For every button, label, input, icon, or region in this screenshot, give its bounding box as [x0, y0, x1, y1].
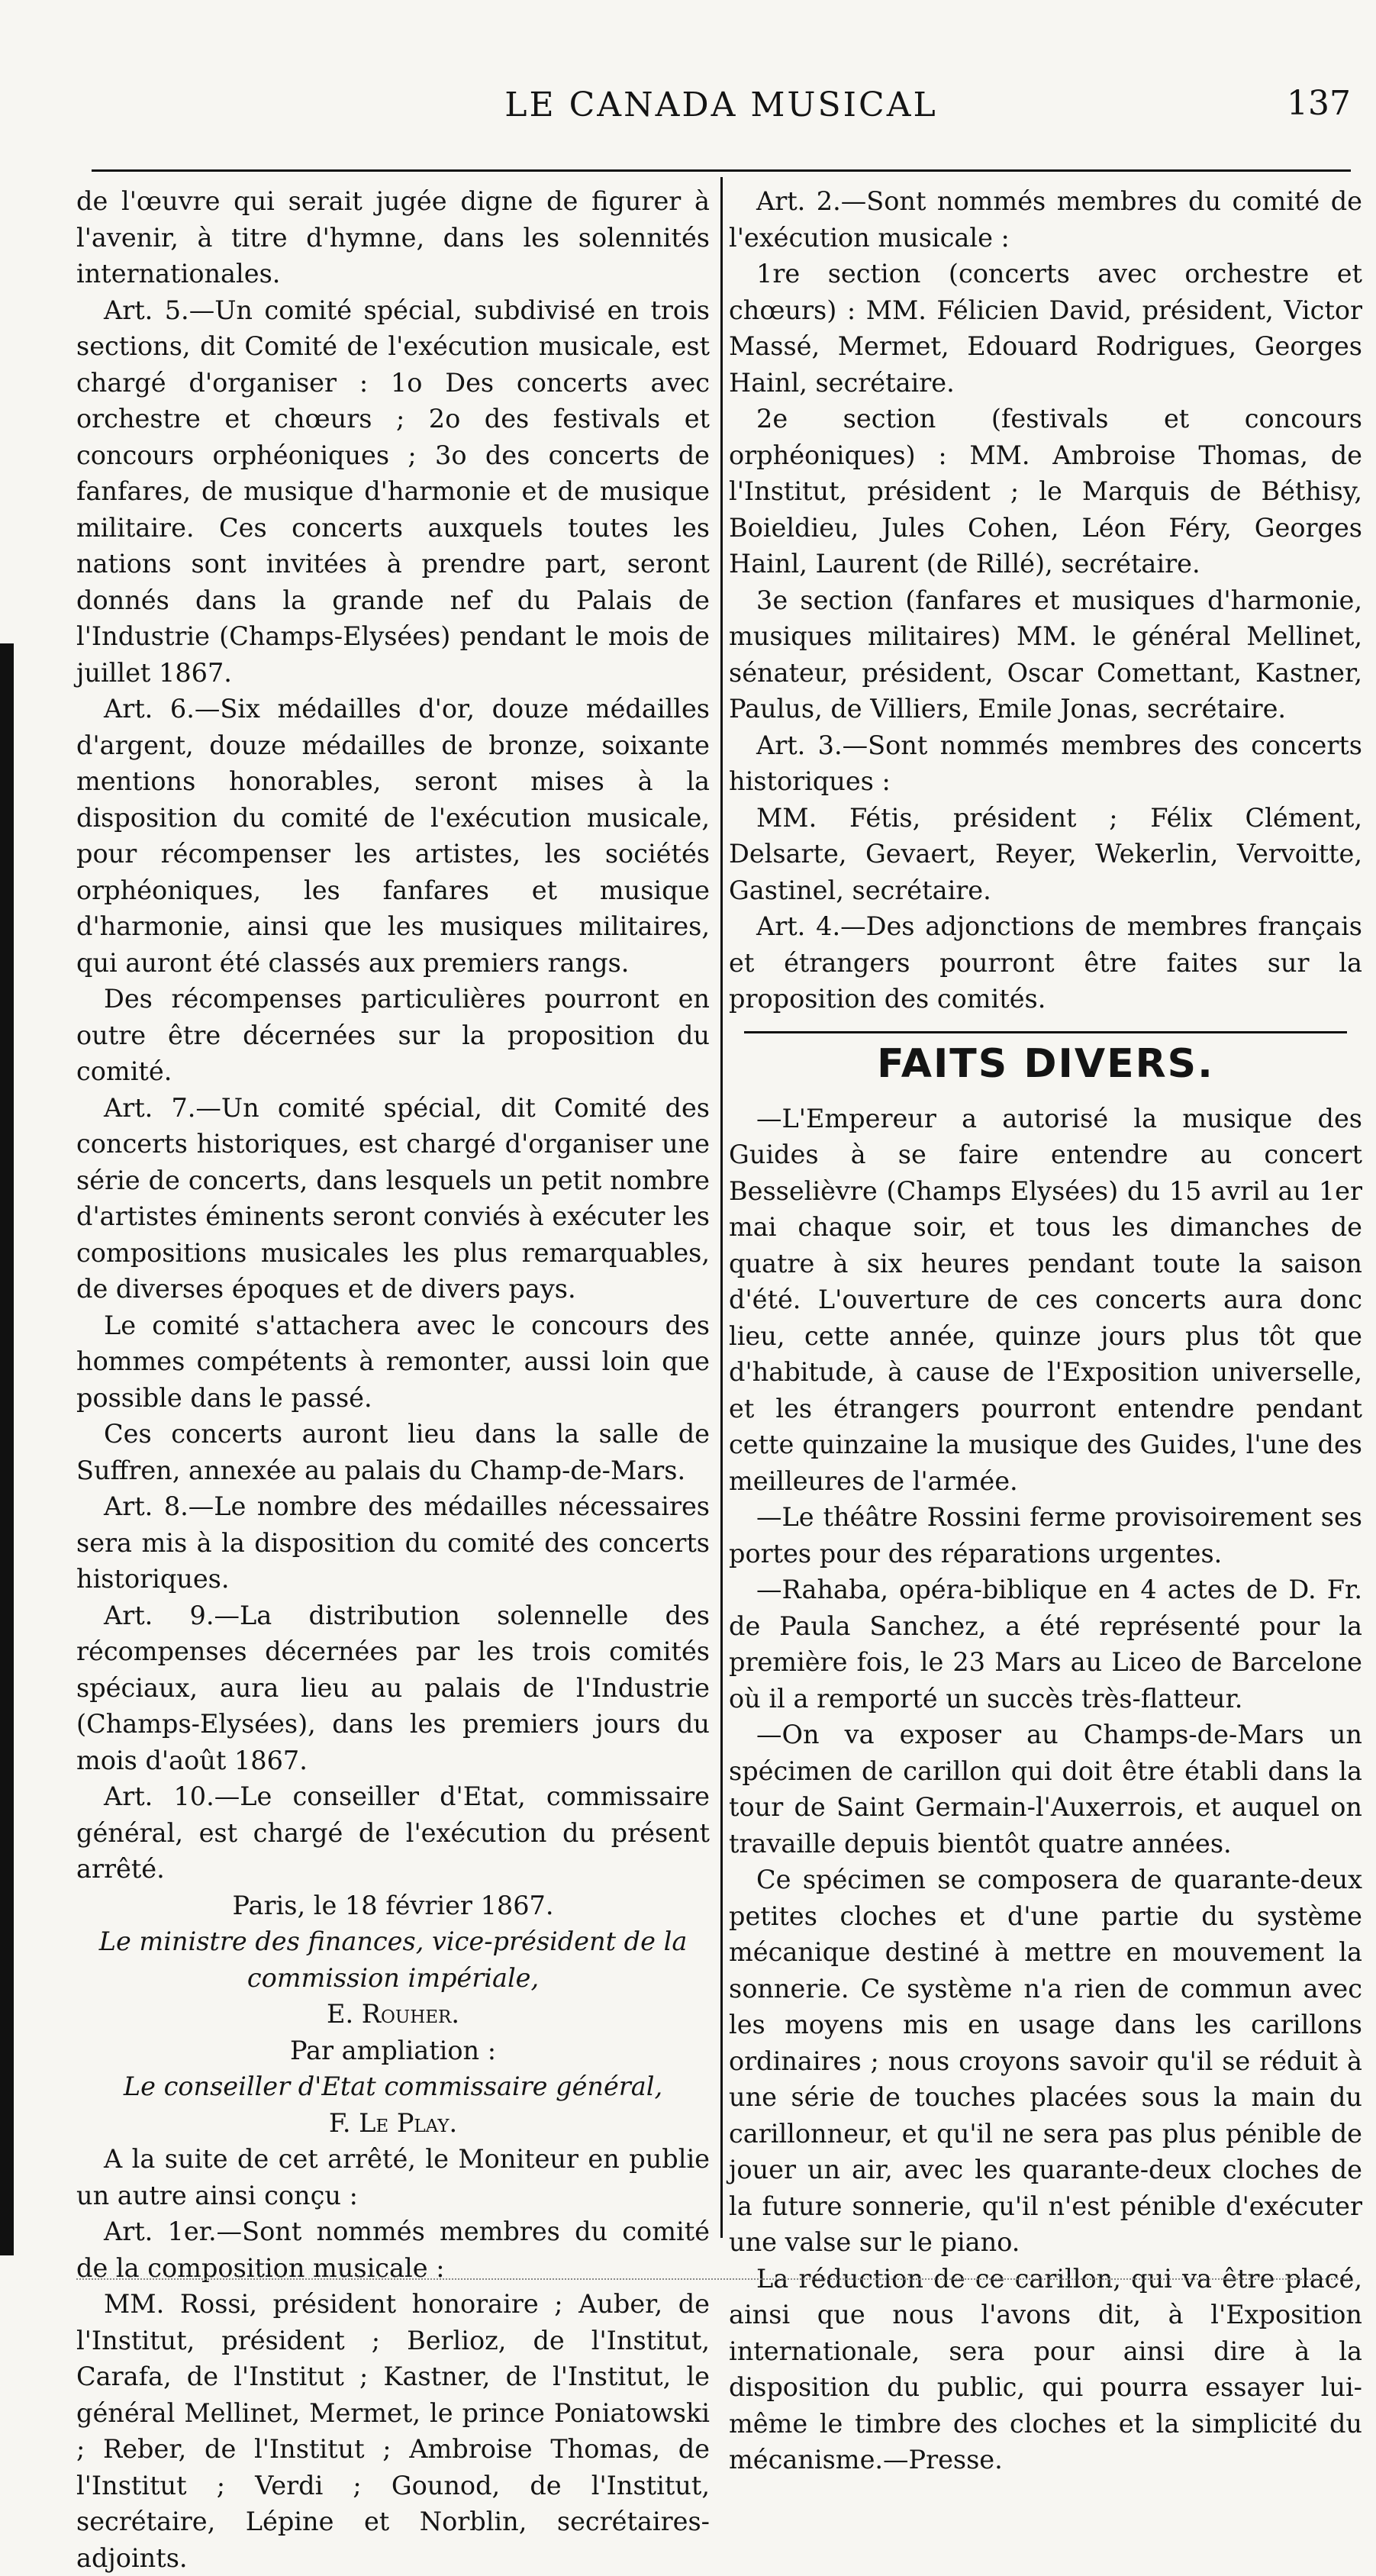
minister-title: Le ministre des finances, vice-président de la commission impériale,: [98, 1926, 688, 1993]
section-1: 1re section (concerts avec orchestre et chœurs) : MM. Félicien David, président, Victor Massé, Mermet, Edouard Rodrigues, Georges Hainl, secrétaire.: [729, 259, 1362, 398]
section-3: 3e section (fanfares et musiques d'harmonie, musiques militaires) MM. le général Mellinet, sénateur, président, Oscar Comettant, Kastner, Paulus, de Villiers, Emile Jonas, secrétaire.: [729, 585, 1362, 724]
news-guides-music: —L'Empereur a autorisé la musique des Guides à se faire entendre au concert Besselièvre (Champs Elysées) du 15 avril au 1er mai chaque soir, et tous les dimanches de quatre à six heures pendant toute la saison d'été. L'ouverture de ces concerts aura donc lieu, cette année, quinze jours plus tôt que d'habitude, à cause de l'Exposition universelle, et les étrangers pourront entendre pendant cette quinzaine la musique des Guides, l'une des meilleures de l'armée.: [729, 1103, 1362, 1496]
article-4: Art. 4.—Des adjonctions de membres français et étrangers pourront être faites sur la proposition des comités.: [729, 911, 1362, 1014]
composition-committee-members: MM. Rossi, président honoraire ; Auber, de l'Institut, président ; Berlioz, de l'Institut, Carafa, de l'Institut ; Kastner, de l'Institut, le général Mellinet, Mermet, le prince Poniatowski ; Reber, de l'Institut ; Ambroise Thomas, de l'Institut ; Verdi ; Gounod, de l'Institut, secrétaire, Lépine et Norblin, secrétaires-adjoints.: [76, 2289, 710, 2573]
bleed-through-rule: [76, 2278, 1351, 2280]
page-number: 137: [1287, 84, 1351, 123]
section-rule: [744, 1031, 1347, 1033]
signature-le-play: F. Le Play.: [328, 2107, 458, 2138]
second-decree-intro: A la suite de cet arrêté, le Moniteur en publie un autre ainsi conçu :: [76, 2144, 710, 2210]
header-rule: [92, 169, 1351, 172]
commissioner-title: Le conseiller d'Etat commissaire général,: [123, 2071, 663, 2101]
article-3: Art. 3.—Sont nommés membres des concerts historiques :: [729, 730, 1362, 796]
scan-margin-bar: [0, 643, 14, 2255]
news-rossini-theatre: —Le théâtre Rossini ferme provisoirement ses portes pour des réparations urgentes.: [729, 1502, 1362, 1568]
article-7-cont: Le comité s'attachera avec le concours des hommes compétents à remonter, aussi loin que possible dans le passé.: [76, 1310, 710, 1413]
faits-divers-title: FAITS DIVERS.: [877, 1040, 1214, 1087]
historical-concerts-members: MM. Fétis, président ; Félix Clément, Delsarte, Gevaert, Reyer, Wekerlin, Vervoitte, Gastinel, secrétaire.: [729, 802, 1362, 905]
news-carillon-specimen: Ce spécimen se composera de quarante-deux petites cloches et d'une partie du système mécanique destiné à mettre en mouvement la sonnerie. Ce système n'a rien de commun avec les moyens mis en usage dans les carillons ordinaires ; nous croyons savoir qu'il se réduit à une série de touches placées sous la main du carillonneur, et qu'il ne sera pas plus pénible de jouer un air, avec les quarante-deux cloches de la future sonnerie, qu'il n'est pénible d'exécuter une valse sur le piano.: [729, 1865, 1362, 2257]
news-carillon-reduction: La réduction de ce carillon, qui va être placé, ainsi que nous l'avons dit, à l'Exposition internationale, sera pour ainsi dire à la disposition du public, qui pourra essayer lui-même le timbre des cloches et la simplicité du mécanisme.—Presse.: [729, 2263, 1362, 2474]
ampliation-line: Par ampliation :: [289, 2035, 497, 2065]
article-8: Art. 8.—Le nombre des médailles nécessaires sera mis à la disposition du comité des concerts historiques.: [76, 1491, 710, 1594]
article-9: Art. 9.—La distribution solennelle des récompenses décernées par les trois comités spéciaux, aura lieu au palais de l'Industrie (Champs-Elysées), dans les premiers jours du mois d'août 1867.: [76, 1600, 710, 1775]
article-6: Art. 6.—Six médailles d'or, douze médailles d'argent, douze médailles de bronze, soixante mentions honorables, seront mises à la disposition du comité de l'exécution musicale, pour récompenser les artistes, les sociétés orphéoniques, les fanfares et musique d'harmonie, ainsi que les musiques militaires, qui auront été classés aux premiers rangs.: [76, 694, 710, 978]
decree-text: de l'œuvre qui serait jugée digne de figurer à l'avenir, à titre d'hymne, dans les solennités internationales.: [76, 186, 710, 289]
masthead-title: LE CANADA MUSICAL: [504, 85, 938, 124]
left-column: [76, 183, 710, 2573]
article-7-venue: Ces concerts auront lieu dans la salle de Suffren, annexée au palais du Champ-de-Mars.: [76, 1419, 710, 1485]
page-header: [92, 70, 1351, 131]
article-1: Art. 1er.—Sont nommés membres du comité de la composition musicale :: [76, 2217, 710, 2283]
column-divider: [720, 177, 723, 2238]
article-5: Art. 5.—Un comité spécial, subdivisé en trois sections, dit Comité de l'exécution musicale, est chargé d'organiser : 1o Des concerts avec orchestre et chœurs ; 2o des festivals et concours orphéoniques ; 3o des concerts de fanfares, de musique d'harmonie et de musique militaire. Ces concerts auxquels toutes les nations sont invitées à prendre part, seront donnés dans la grande nef du Palais de l'Industrie (Champs-Elysées) pendant le mois de juillet 1867.: [76, 295, 710, 688]
faits-divers-heading: [729, 1031, 1362, 1088]
right-column: [729, 183, 1362, 2474]
article-7: Art. 7.—Un comité spécial, dit Comité des concerts historiques, est chargé d'organiser une série de concerts, dans lesquels un petit nombre d'artistes éminents seront conviés à exécuter les compositions musicales les plus remarquables, de diverses époques et de divers pays.: [76, 1092, 710, 1304]
signature-rouher: E. Rouher.: [326, 1999, 460, 2029]
news-rahaba-opera: —Rahaba, opéra-biblique en 4 actes de D. Fr. de Paula Sanchez, a été représenté pour la première fois, le 23 Mars au Liceo de Barcelone où il a remporté un succès très-flatteur.: [729, 1575, 1362, 1714]
section-2: 2e section (festivals et concours orphéoniques) : MM. Ambroise Thomas, de l'Institut, président ; le Marquis de Béthisy, Boieldieu, Jules Cohen, Léon Féry, Georges Hainl, Laurent (de Rillé), secrétaire.: [729, 404, 1362, 579]
date-line: Paris, le 18 février 1867.: [232, 1890, 554, 1920]
article-10: Art. 10.—Le conseiller d'Etat, commissaire général, est chargé de l'exécution du présent arrêté.: [76, 1781, 710, 1884]
article-2: Art. 2.—Sont nommés membres du comité de l'exécution musicale :: [729, 186, 1362, 253]
article-6-cont: Des récompenses particulières pourront en outre être décernées sur la proposition du comité.: [76, 984, 710, 1086]
news-carillon: —On va exposer au Champs-de-Mars un spécimen de carillon qui doit être établi dans la tour de Saint Germain-l'Auxerrois, et auquel on travaille depuis bientôt quatre années.: [729, 1720, 1362, 1859]
